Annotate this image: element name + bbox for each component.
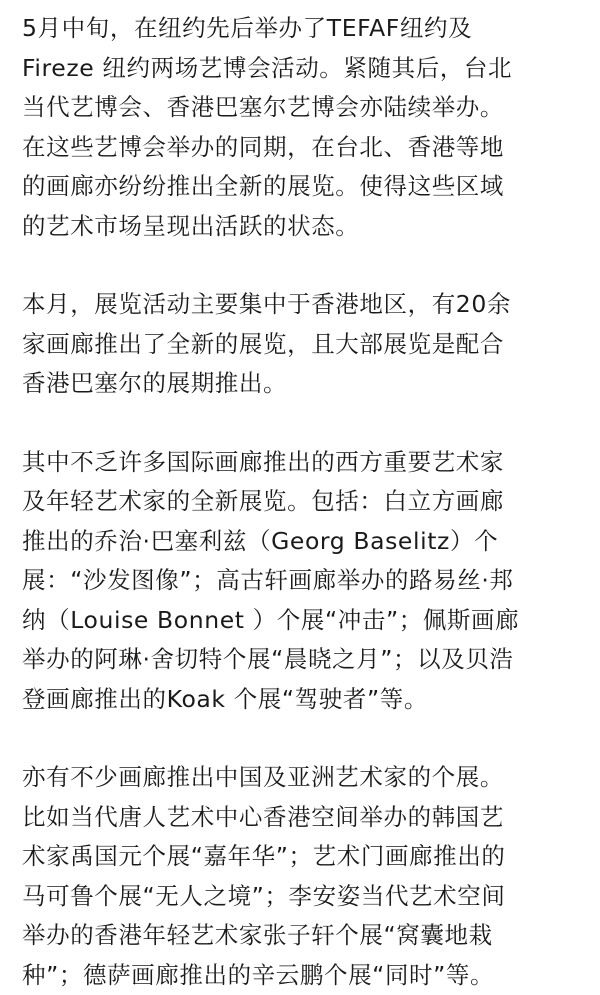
article-body bbox=[22, 9, 582, 995]
paragraph-asian-artists: 亦有不少画廊推出中国及亚洲艺术家的个展。 比如当代唐人艺术中心香港空间举办的韩国艺 术家禹国元个展“嘉年华”；艺术门画廊推出的 马可鲁个展“无人之境”；李安姿当代艺术空间 举办的香港年轻艺术家张子轩个展“窝囊地栽 种”；德萨画廊推出的辛云鹏个展“同时”等。 bbox=[22, 763, 506, 989]
paragraph-international-galleries: 其中不乏许多国际画廊推出的西方重要艺术家 及年轻艺术家的全新展览。包括：白立方画廊 推出的乔治·巴塞利兹（Georg Baselitz）个 展：“沙发图像”；高古轩画廊举办的路易丝·邦 纳（Louise Bonnet ）个展“冲击”；佩斯画廊 举办的阿琳·舍切特个展“晨晓之月”；以及贝浩 登画廊推出的Koak 个展“驾驶者”等。 bbox=[22, 447, 520, 713]
paragraph-hong-kong-focus: 本月，展览活动主要集中于香港地区，有20余 家画廊推出了全新的展览，且大部展览是配合 香港巴塞尔的展期推出。 bbox=[22, 290, 512, 397]
paragraph-intro: 5月中旬，在纽约先后举办了TEFAF纽约及 Fireze 纽约两场艺博会活动。紧随其后，台北 当代艺博会、香港巴塞尔艺博会亦陆续举办。 在这些艺博会举办的同期，在台北、香港等地 的画廊亦纷纷推出全新的展览。使得这些区域 的艺术市场呈现出活跃的状态。 bbox=[22, 14, 513, 240]
